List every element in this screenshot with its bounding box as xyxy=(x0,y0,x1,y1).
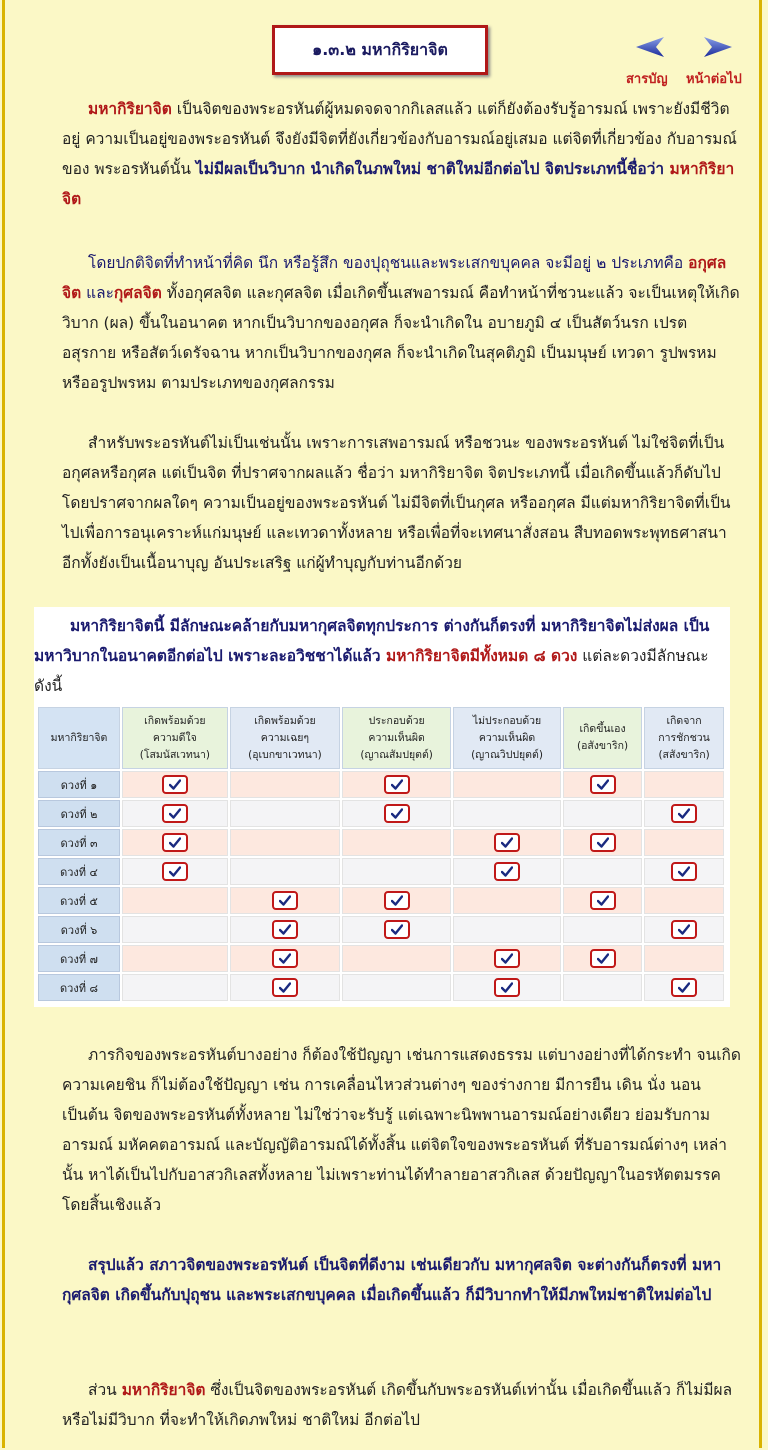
table-cell xyxy=(122,945,228,972)
table-cell xyxy=(342,887,451,914)
table-cell xyxy=(342,916,451,943)
panel-intro xyxy=(34,611,724,701)
header-line: ประกอบด้วย xyxy=(368,714,425,727)
table-row xyxy=(38,945,724,972)
header-line: ความเห็นผิด xyxy=(478,731,536,744)
intro-text: เป็นจิตของพระอรหันต์ผู้หมดจดจากกิเลสแล้ว แต่ก็ยังต้องรับรู้อารมณ์ เพราะยังมีชีวิตอยู่ ความเป็นอยู่ของพระอรหันต์ จึงยังมีจิตที่ยังเกี่ยวข้องกับอารมณ์อยู่เสมอ แต่จิตที่เกี่ยวข้อง กับอารมณ์ของ พระอรหันต์นั้น xyxy=(62,100,737,178)
column-header-6 xyxy=(644,707,724,769)
table-cell xyxy=(644,771,724,798)
header-line: (อสังขาริก) xyxy=(576,740,629,752)
row-label: ดวงที่ ๒ xyxy=(38,800,120,827)
term-akusala: อกุศลจิต xyxy=(62,254,727,302)
header-line: ไม่ประกอบด้วย xyxy=(472,714,542,727)
check-icon xyxy=(272,891,298,910)
table-cell xyxy=(563,916,642,943)
contents-link[interactable]: สารบัญ xyxy=(626,72,668,87)
table-cell xyxy=(122,974,228,1001)
term-kusala: กุศลจิต xyxy=(113,284,162,302)
page-title-text: ๑.๓.๒ มหากิริยาจิต xyxy=(312,39,448,59)
row-label: ดวงที่ ๖ xyxy=(38,916,120,943)
table-cell xyxy=(122,829,228,856)
check-icon xyxy=(590,949,616,968)
header-line: (โสมนัสเวทนา) xyxy=(139,748,210,761)
column-header-4 xyxy=(453,707,561,769)
table-cell xyxy=(644,800,724,827)
check-icon xyxy=(494,978,520,997)
table-cell xyxy=(342,858,451,885)
page-title xyxy=(272,25,488,75)
check-icon xyxy=(671,862,697,881)
paragraph-conclusion xyxy=(62,1375,742,1435)
paragraph-arahant xyxy=(62,428,742,578)
paragraph-ordinary-mind xyxy=(62,248,742,398)
table-cell xyxy=(122,800,228,827)
header-line: (สสังขาริก) xyxy=(658,748,710,761)
header-line: เกิดพร้อมด้วย xyxy=(254,714,316,727)
table-cell xyxy=(453,771,561,798)
table-cell xyxy=(122,887,228,914)
table-row xyxy=(38,771,724,798)
table-row xyxy=(38,916,724,943)
table-cell xyxy=(230,974,340,1001)
table-cell xyxy=(230,800,340,827)
table-cell xyxy=(453,858,561,885)
table-cell xyxy=(122,771,228,798)
table-cell xyxy=(230,887,340,914)
p4-text: ภารกิจของพระอรหันต์บางอย่าง ก็ต้องใช้ปัญญา เช่นการแสดงธรรม แต่บางอย่างที่ได้กระทำ จนเกิดความเคยชิน ก็ไม่ต้องใช้ปัญญา เช่น การเคลื่อนไหวส่วนต่างๆ ของร่างกาย มีการยืน เดิน นั่ง นอน เป็นต้น จิตของพระอรหันต์ทั้งหลาย ไม่ใช่ว่าจะรับรู้ แต่เฉพาะนิพพานอารมณ์อย่างเดียว ย่อมรับกามอารมณ์ มหัคคตอารมณ์ และบัญญัติอารมณ์ได้ทั้งสิ้น แต่จิตใจของพระอรหันต์ ที่รับอารมณ์ต่างๆ เหล่านั้น หาได้เป็นไปกับอาสวกิเลสทั้งหลาย ไม่เพราะท่านได้ทำลายอาสวกิเลส ด้วยปัญญาในอรหัตตมรรค โดยสิ้นเชิงแล้ว xyxy=(62,1046,741,1214)
check-icon xyxy=(494,833,520,852)
check-icon xyxy=(272,949,298,968)
panel-lead: มหากิริยาจิตนี้ มีลักษณะคล้ายกับมหากุศลจิตทุกประการ ต่างกันก็ตรงที่ มหากิริยาจิตไม่ส่งผล เป็นมหาวิบากในอนาคตอีกต่อไป เพราะละอวิชชาได้แล้ว xyxy=(34,617,710,665)
check-icon xyxy=(384,775,410,794)
row-label: ดวงที่ ๗ xyxy=(38,945,120,972)
table-cell xyxy=(230,829,340,856)
table-cell xyxy=(563,887,642,914)
header-line: มหากิริยาจิต xyxy=(50,731,108,744)
table-cell xyxy=(453,916,561,943)
table-cell xyxy=(230,945,340,972)
mahakiriya-table xyxy=(36,705,726,1003)
check-icon xyxy=(590,891,616,910)
intro-emphasis: ไม่มีผลเป็นวิบาก นำเกิดในภพใหม่ ชาติใหม่อีกต่อไป จิตประเภทนี้ชื่อว่า xyxy=(195,160,670,178)
table-cell xyxy=(563,771,642,798)
p6-text: ซึ่งเป็นจิตของพระอรหันต์ เกิดขึ้นกับพระอรหันต์เท่านั้น เมื่อเกิดขึ้นแล้ว ก็ไม่มีผล หรือไม่มีวิบาก ที่จะทำให้เกิดภพใหม่ ชาติใหม่ อีกต่อไป xyxy=(62,1381,733,1429)
column-header-3 xyxy=(342,707,451,769)
table-header-row xyxy=(38,707,724,769)
header-line: (อุเบกขาเวทนา) xyxy=(248,748,322,761)
table-row xyxy=(38,829,724,856)
check-icon xyxy=(590,833,616,852)
table-cell xyxy=(342,974,451,1001)
panel-count: มหากิริยาจิตมีทั้งหมด ๘ ดวง xyxy=(385,647,578,665)
table-cell xyxy=(122,858,228,885)
table-cell xyxy=(342,945,451,972)
p6-term: มหากิริยาจิต xyxy=(121,1381,206,1399)
column-header-1 xyxy=(122,707,228,769)
table-cell xyxy=(563,858,642,885)
check-icon xyxy=(671,804,697,823)
table-cell xyxy=(230,858,340,885)
table-cell xyxy=(563,829,642,856)
table-cell xyxy=(453,887,561,914)
check-icon xyxy=(162,862,188,881)
table-cell xyxy=(644,974,724,1001)
header-line: ความดีใจ xyxy=(152,731,197,744)
table-cell xyxy=(644,887,724,914)
p6-lead: ส่วน xyxy=(88,1381,122,1399)
row-label: ดวงที่ ๘ xyxy=(38,974,120,1001)
next-arrow-icon[interactable] xyxy=(702,36,734,62)
paragraph-duties xyxy=(62,1040,742,1220)
term-mahakiriya: มหากิริยาจิต xyxy=(88,100,172,118)
row-label: ดวงที่ ๔ xyxy=(38,858,120,885)
header-line: ความเห็นผิด xyxy=(368,731,425,744)
header-line: เกิดขึ้นเอง xyxy=(579,723,626,735)
check-icon xyxy=(384,891,410,910)
row-label: ดวงที่ ๓ xyxy=(38,829,120,856)
table-cell xyxy=(230,916,340,943)
table-cell xyxy=(453,945,561,972)
table-cell xyxy=(563,945,642,972)
table-cell xyxy=(644,858,724,885)
p3-text: สำหรับพระอรหันต์ไม่เป็นเช่นนั้น เพราะการเสพอารมณ์ หรือชวนะ ของพระอรหันต์ ไม่ใช่จิตที่เป็นอกุศลหรือกุศล แต่เป็นจิต ที่ปราศจากผลแล้ว ชื่อว่า มหากิริยาจิต จิตประเภทนี้ เมื่อเกิดขึ้นแล้วก็ดับไปโดยปราศจากผลใดๆ ความเป็นอยู่ของพระอรหันต์ ไม่มีจิตที่เป็นกุศล หรืออกุศล มีแต่มหากิริยาจิตที่เป็นไปเพื่อการอนุเคราะห์แก่มนุษย์ และเทวดาทั้งหลาย หรือเพื่อที่จะเทศนาสั่งสอน สืบทอดพระพุทธศาสนา อีกทั้งยังเป็นเนื้อนาบุญ อันประเสริฐ แก่ผู้ทำบุญกับท่านอีกด้วย xyxy=(62,434,731,572)
column-header-5 xyxy=(563,707,642,769)
table-row xyxy=(38,974,724,1001)
check-icon xyxy=(162,833,188,852)
table-cell xyxy=(342,829,451,856)
table-cell xyxy=(644,829,724,856)
p5-text: สรุปแล้ว สภาวจิตของพระอรหันต์ เป็นจิตที่ดีงาม เช่นเดียวกับ มหากุศลจิต จะต่างกันก็ตรงที่ มหากุศลจิต เกิดขึ้นกับปุถุชน และพระเสกขบุคคล เมื่อเกิดขึ้นแล้ว ก็มีวิบากทำให้มีภพใหม่ชาติใหม่ต่อไป xyxy=(62,1256,722,1304)
table-cell xyxy=(644,945,724,972)
p2-lead: โดยปกติจิตที่ทำหน้าที่คิด นึก หรือรู้สึก ของปุถุชนและพระเสกขบุคคล จะมีอยู่ ๒ ประเภทคือ xyxy=(88,254,689,272)
table-row xyxy=(38,800,724,827)
table-cell xyxy=(644,916,724,943)
summary-panel xyxy=(34,607,730,1007)
p2-text: ทั้งอกุศลจิต และกุศลจิต เมื่อเกิดขึ้นเสพอารมณ์ คือทำหน้าที่ชวนะแล้ว จะเป็นเหตุให้เกิดวิบาก (ผล) ขึ้นในอนาคต หากเป็นวิบากของอกุศล ก็จะนำเกิดใน อบายภูมิ ๔ เป็นสัตว์นรก เปรต อสุรกาย หรือสัตว์เดรัจฉาน หากเป็นวิบากของกุศล ก็จะนำเกิดในสุคติภูมิ เป็นมนุษย์ เทวดา รูปพรหม หรืออรูปพรหม ตามประเภทของกุศลกรรม xyxy=(62,284,740,392)
table-cell xyxy=(230,771,340,798)
row-label: ดวงที่ ๑ xyxy=(38,771,120,798)
column-header-label xyxy=(38,707,120,769)
table-cell xyxy=(342,800,451,827)
header-line: การชักชวน xyxy=(658,731,710,744)
check-icon xyxy=(494,862,520,881)
check-icon xyxy=(272,978,298,997)
table-row xyxy=(38,858,724,885)
check-icon xyxy=(162,775,188,794)
column-header-2 xyxy=(230,707,340,769)
paragraph-intro xyxy=(62,94,742,214)
header-line: (ญาณสัมปยุตต์) xyxy=(360,748,433,761)
header-line: เกิดพร้อมด้วย xyxy=(144,714,206,727)
check-icon xyxy=(671,920,697,939)
check-icon xyxy=(671,978,697,997)
row-label: ดวงที่ ๕ xyxy=(38,887,120,914)
table-cell xyxy=(122,916,228,943)
next-page-link[interactable]: หน้าต่อไป xyxy=(686,72,742,87)
paragraph-summary xyxy=(62,1250,742,1310)
table-cell xyxy=(453,974,561,1001)
check-icon xyxy=(272,920,298,939)
table-row xyxy=(38,887,724,914)
table-cell xyxy=(342,771,451,798)
check-icon xyxy=(384,804,410,823)
check-icon xyxy=(590,775,616,794)
prev-arrow-icon[interactable] xyxy=(634,36,666,62)
check-icon xyxy=(384,920,410,939)
intro-term-end: มหากิริยาจิต xyxy=(62,160,735,208)
table-cell xyxy=(563,974,642,1001)
header-line: (ญาณวิปปยุตต์) xyxy=(471,748,543,761)
check-icon xyxy=(494,949,520,968)
panel-tail: แต่ละดวงมีลักษณะดังนี้ xyxy=(34,647,709,695)
check-icon xyxy=(162,804,188,823)
p2-and: และ xyxy=(81,284,114,302)
table-cell xyxy=(453,829,561,856)
header-line: ความเฉยๆ xyxy=(260,731,310,744)
table-cell xyxy=(453,800,561,827)
table-cell xyxy=(563,800,642,827)
header-line: เกิดจาก xyxy=(666,714,702,727)
